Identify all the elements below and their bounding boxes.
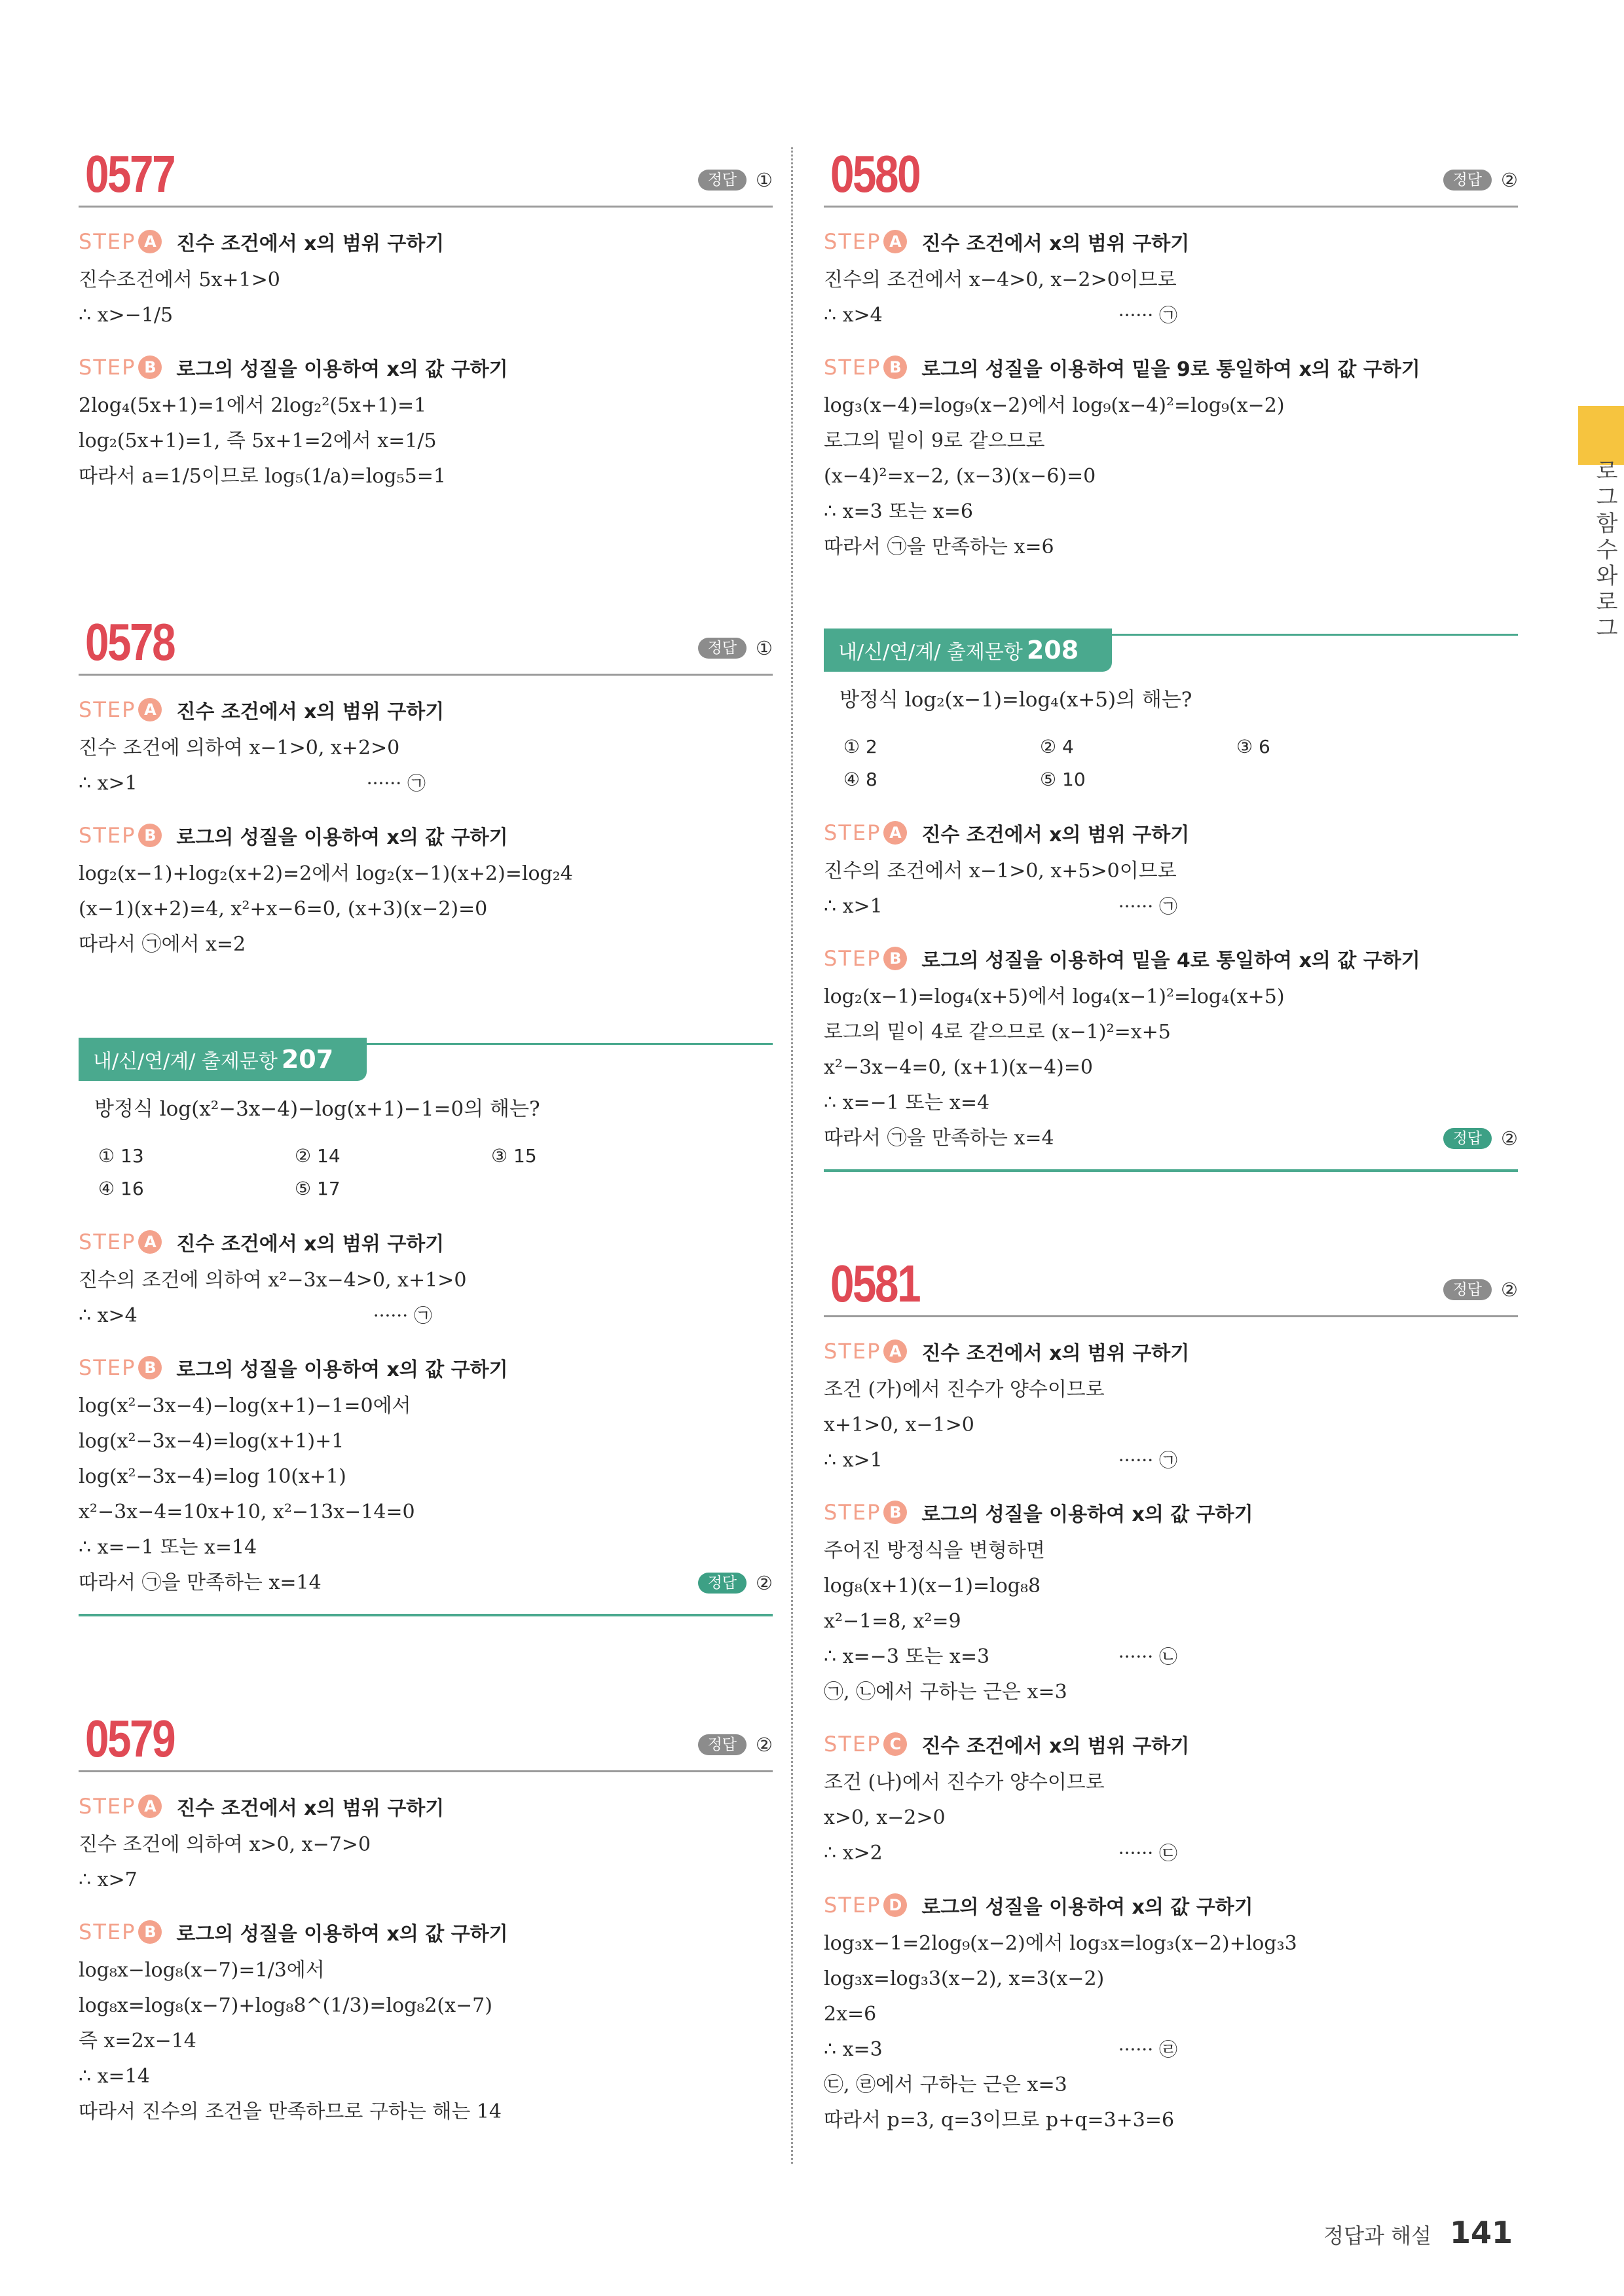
linked-label: 내/신/연/계/ 출제문항 [838, 641, 1023, 664]
solution-line: log₃x−1=2log₉(x−2)에서 log₃x=log₃(x−2)+log₃3 [824, 1932, 1297, 1955]
answer-box [1443, 169, 1518, 191]
step-letter: A [138, 1230, 162, 1254]
linked-question-208 [824, 629, 1518, 1172]
choice-1: ① 2 [843, 736, 877, 757]
step-letter: B [138, 1920, 162, 1944]
footer-label: 정답과 해설 [1323, 2223, 1431, 2248]
step-word: STEP [824, 820, 881, 845]
linked-header [79, 1038, 773, 1081]
solution-line: ∴ x>7 [79, 1868, 138, 1891]
solution-line: 진수 조건에 의하여 x−1>0, x+2>0 [79, 737, 400, 759]
step-word: STEP [824, 1732, 881, 1757]
solution-line: x²−3x−4=10x+10, x²−13x−14=0 [79, 1501, 415, 1523]
answer-box [698, 1565, 773, 1601]
linked-label-box [824, 629, 1112, 672]
solution-line: 따라서 ㉠에서 x=2 [79, 933, 246, 956]
step-letter: C [883, 1732, 907, 1756]
problem-0577 [79, 144, 773, 494]
problem-0580 [824, 144, 1518, 565]
line-text: ∴ x=3 [824, 2038, 883, 2061]
equation-ref: ······ ㉢ [1118, 1842, 1177, 1864]
solution-line: log(x²−3x−4)=log 10(x+1) [79, 1465, 346, 1488]
step-letter: A [138, 230, 162, 253]
answer-box [1443, 1279, 1518, 1301]
linked-header [824, 629, 1518, 672]
step-word: STEP [79, 229, 136, 254]
solution-line [79, 766, 445, 801]
step-letter: B [883, 947, 907, 970]
linked-question-207 [79, 1038, 773, 1616]
solution-line [824, 1836, 1197, 1871]
linked-question-text: 방정식 log₂(x−1)=log₄(x+5)의 해는? [840, 688, 1192, 712]
choice-4: ④ 16 [98, 1178, 144, 1199]
answer-badge: 정답 [698, 1573, 747, 1594]
solution-line: ∴ x=−1 또는 x=14 [79, 1536, 257, 1559]
choice-2: ② 4 [1040, 736, 1074, 757]
solution-line: log₂(5x+1)=1, 즉 5x+1=2에서 x=1/5 [79, 429, 437, 452]
solution-line: log₃(x−4)=log₉(x−2)에서 log₉(x−4)²=log₉(x−2) [824, 394, 1285, 417]
step-title: 진수 조건에서 x의 범위 구하기 [176, 1233, 445, 1256]
answer-box [698, 1734, 773, 1756]
solution-line: 조건 (가)에서 진수가 양수이므로 [824, 1378, 1105, 1401]
step-title: 진수 조건에서 x의 범위 구하기 [921, 824, 1190, 847]
problem-number: 0581 [830, 1254, 920, 1313]
solution-line: 로그의 밑이 9로 같으므로 [824, 429, 1045, 452]
solution-line: 진수의 조건에서 x−4>0, x−2>0이므로 [824, 268, 1177, 291]
step-word: STEP [79, 823, 136, 848]
column-divider [791, 147, 793, 2164]
equation-ref: ······ ㉠ [1118, 896, 1177, 917]
step-b [79, 821, 773, 850]
solution-line: 진수 조건에 의하여 x>0, x−7>0 [79, 1833, 371, 1856]
step-letter: D [883, 1893, 907, 1917]
solution-line: 따라서 a=1/5이므로 log₅(1/a)=log₅5=1 [79, 465, 446, 488]
step-word: STEP [824, 1500, 881, 1525]
problem-number: 0579 [85, 1709, 175, 1768]
solution-line: x>0, x−2>0 [824, 1806, 946, 1829]
linked-rule [367, 1043, 773, 1045]
step-title: 로그의 성질을 이용하여 밑을 9로 통일하여 x의 값 구하기 [921, 358, 1420, 381]
solution-line: 로그의 밑이 4로 같으므로 (x−1)²=x+5 [824, 1021, 1171, 1044]
solution-line: x+1>0, x−1>0 [824, 1413, 974, 1436]
step-b [79, 1918, 773, 1946]
solution-line: 진수조건에서 5x+1>0 [79, 268, 280, 291]
step-a [79, 227, 773, 256]
step-d [824, 1891, 1518, 1920]
answer-badge: 정답 [1443, 1128, 1492, 1149]
step-title: 로그의 성질을 이용하여 x의 값 구하기 [176, 1358, 508, 1381]
step-word: STEP [79, 1920, 136, 1944]
step-a [79, 1228, 773, 1256]
page-number: 141 [1449, 2215, 1513, 2250]
solution-line: log(x²−3x−4)=log(x+1)+1 [79, 1430, 344, 1453]
page-footer [1323, 2215, 1513, 2250]
answer-value: ② [1501, 1279, 1518, 1301]
equation-ref: ······ ㉡ [1118, 1646, 1177, 1667]
step-word: STEP [824, 355, 881, 380]
line-text: ∴ x>1 [79, 772, 138, 795]
answer-value: ② [756, 1734, 773, 1756]
step-letter: B [883, 355, 907, 379]
step-title: 로그의 성질을 이용하여 x의 값 구하기 [921, 1503, 1253, 1526]
step-title: 진수 조건에서 x의 범위 구하기 [921, 1735, 1190, 1758]
answer-badge: 정답 [1443, 1279, 1492, 1300]
step-letter: B [138, 355, 162, 379]
step-title: 로그의 성질을 이용하여 x의 값 구하기 [176, 826, 508, 849]
answer-box [698, 637, 773, 659]
line-text: ∴ x>1 [824, 1449, 883, 1472]
step-title: 진수 조건에서 x의 범위 구하기 [921, 232, 1190, 255]
linked-label: 내/신/연/계/ 출제문항 [93, 1050, 278, 1073]
chapter-side-text: 로 그 함 수 와 로 그 [1596, 458, 1618, 642]
step-a [824, 818, 1518, 847]
solution-line [79, 1565, 773, 1601]
step-word: STEP [824, 1339, 881, 1364]
step-title: 로그의 성질을 이용하여 밑을 4로 통일하여 x의 값 구하기 [921, 949, 1420, 972]
solution-line: log₃x=log₃3(x−2), x=3(x−2) [824, 1967, 1105, 1990]
step-word: STEP [79, 697, 136, 722]
problem-number: 0578 [85, 613, 175, 671]
solution-line: ∴ x=3 또는 x=6 [824, 500, 973, 523]
linked-label-box [79, 1038, 367, 1081]
step-title: 로그의 성질을 이용하여 x의 값 구하기 [921, 1896, 1253, 1919]
equation-ref: ······ ㉠ [373, 1305, 432, 1326]
line-text: 따라서 ㉠을 만족하는 x=14 [79, 1571, 322, 1594]
step-letter: B [138, 824, 162, 847]
solution-line: x²−3x−4=0, (x+1)(x−4)=0 [824, 1056, 1093, 1079]
choice-3: ③ 6 [1236, 736, 1270, 757]
solution-line: ㉢, ㉣에서 구하는 근은 x=3 [824, 2073, 1067, 2096]
answer-box [1443, 1121, 1518, 1156]
solution-line: (x−1)(x+2)=4, x²+x−6=0, (x+3)(x−2)=0 [79, 898, 488, 920]
step-title: 진수 조건에서 x의 범위 구하기 [176, 1797, 445, 1820]
line-text: ∴ x>2 [824, 1842, 883, 1865]
step-b [824, 353, 1518, 382]
solution-line [824, 1443, 1197, 1478]
step-title: 진수 조건에서 x의 범위 구하기 [176, 701, 445, 723]
solution-line: log(x²−3x−4)−log(x+1)−1=0에서 [79, 1394, 411, 1417]
problem-0581 [824, 1254, 1518, 2138]
step-word: STEP [824, 1893, 881, 1918]
step-a [824, 1337, 1518, 1366]
solution-line: 2x=6 [824, 2003, 877, 2026]
solution-line: log₈x−log₈(x−7)=1/3에서 [79, 1959, 325, 1982]
step-letter: B [138, 1356, 162, 1379]
equation-ref: ······ ㉣ [1118, 2039, 1177, 2060]
solution-line: ㉠, ㉡에서 구하는 근은 x=3 [824, 1681, 1067, 1704]
step-letter: A [138, 1795, 162, 1818]
line-text: ∴ x>1 [824, 895, 883, 918]
solution-line: 즉 x=2x−14 [79, 2030, 196, 2052]
choice-1: ① 13 [98, 1145, 144, 1167]
step-b [824, 1498, 1518, 1527]
equation-ref: ······ ㉠ [366, 773, 426, 794]
linked-number: 207 [281, 1045, 334, 1074]
problem-number: 0577 [85, 145, 175, 203]
answer-badge: 정답 [698, 170, 747, 191]
step-a [79, 695, 773, 724]
choice-5: ⑤ 17 [295, 1178, 341, 1199]
solution-line: 주어진 방정식을 변형하면 [824, 1539, 1045, 1562]
solution-line: log₂(x−1)=log₄(x+5)에서 log₄(x−1)²=log₄(x+5) [824, 985, 1285, 1008]
solution-line [824, 1121, 1518, 1156]
linked-number: 208 [1026, 636, 1079, 665]
answer-value: ② [756, 1572, 773, 1594]
step-word: STEP [79, 355, 136, 380]
line-text: ∴ x>4 [79, 1304, 138, 1327]
solution-line: (x−4)²=x−2, (x−3)(x−6)=0 [824, 465, 1096, 488]
choice-4: ④ 8 [843, 769, 877, 790]
solution-line: 진수의 조건에 의하여 x²−3x−4>0, x+1>0 [79, 1269, 467, 1292]
problem-0578 [79, 612, 773, 962]
problem-header [79, 612, 773, 676]
step-letter: B [883, 1501, 907, 1524]
step-letter: A [883, 230, 907, 253]
answer-value: ① [756, 637, 773, 659]
step-title: 로그의 성질을 이용하여 x의 값 구하기 [176, 1923, 508, 1946]
equation-ref: ······ ㉠ [1118, 304, 1177, 326]
line-text: 따라서 ㉠을 만족하는 x=4 [824, 1127, 1054, 1150]
step-b [79, 1353, 773, 1382]
solution-line [824, 2032, 1197, 2068]
solution-line [824, 889, 1197, 924]
step-a [824, 227, 1518, 256]
step-word: STEP [79, 1355, 136, 1380]
step-letter: A [883, 821, 907, 845]
solution-line: 따라서 진수의 조건을 만족하므로 구하는 해는 14 [79, 2100, 502, 2123]
choice-list [98, 1140, 773, 1205]
problem-number: 0580 [830, 145, 920, 203]
step-word: STEP [79, 1230, 136, 1254]
step-letter: A [138, 698, 162, 721]
problem-header [824, 1254, 1518, 1317]
step-b [824, 944, 1518, 973]
equation-ref: ······ ㉠ [1118, 1449, 1177, 1471]
answer-badge: 정답 [698, 638, 747, 659]
answer-badge: 정답 [698, 1734, 747, 1755]
choice-3: ③ 15 [491, 1145, 537, 1167]
choice-2: ② 14 [295, 1145, 341, 1167]
problem-header [79, 1709, 773, 1772]
line-text: ∴ x=−3 또는 x=3 [824, 1645, 990, 1668]
step-letter: A [883, 1339, 907, 1363]
chapter-tab [1578, 406, 1624, 465]
answer-value: ② [1501, 169, 1518, 191]
step-c [824, 1730, 1518, 1758]
linked-question-text: 방정식 log(x²−3x−4)−log(x+1)−1=0의 해는? [94, 1097, 540, 1121]
solution-line: x²−1=8, x²=9 [824, 1610, 961, 1633]
choice-5: ⑤ 10 [1040, 769, 1086, 790]
solution-line: 따라서 p=3, q=3이므로 p+q=3+3=6 [824, 2109, 1175, 2132]
answer-box [698, 169, 773, 191]
solution-line: 진수의 조건에서 x−1>0, x+5>0이므로 [824, 860, 1177, 883]
solution-line: ∴ x=14 [79, 2065, 150, 2088]
solution-line: log₈x=log₈(x−7)+log₈8^(1/3)=log₈2(x−7) [79, 1994, 492, 2017]
choice-list [843, 731, 1518, 796]
step-word: STEP [824, 229, 881, 254]
solution-line: ∴ x>−1/5 [79, 304, 174, 327]
answer-value: ① [756, 169, 773, 191]
linked-rule [1112, 634, 1518, 636]
step-title: 진수 조건에서 x의 범위 구하기 [921, 1342, 1190, 1365]
problem-header [824, 144, 1518, 208]
problem-header [79, 144, 773, 208]
step-title: 로그의 성질을 이용하여 x의 값 구하기 [176, 358, 508, 381]
solution-line: log₈(x+1)(x−1)=log₈8 [824, 1575, 1041, 1597]
line-text: ∴ x>4 [824, 304, 883, 327]
problem-0579 [79, 1709, 773, 2130]
solution-line: log₂(x−1)+log₂(x+2)=2에서 log₂(x−1)(x+2)=log₂4 [79, 862, 573, 885]
solution-line [824, 298, 1197, 333]
answer-badge: 정답 [1443, 170, 1492, 191]
solution-line: 따라서 ㉠을 만족하는 x=6 [824, 536, 1054, 558]
step-a [79, 1792, 773, 1821]
step-b [79, 353, 773, 382]
step-word: STEP [79, 1794, 136, 1819]
solution-line [824, 1639, 1197, 1675]
solution-line: 조건 (나)에서 진수가 양수이므로 [824, 1771, 1105, 1794]
step-title: 진수 조건에서 x의 범위 구하기 [176, 232, 445, 255]
answer-value: ② [1501, 1127, 1518, 1150]
solution-line [79, 1298, 452, 1334]
solution-line: 2log₄(5x+1)=1에서 2log₂²(5x+1)=1 [79, 394, 427, 417]
solution-line: ∴ x=−1 또는 x=4 [824, 1091, 990, 1114]
step-word: STEP [824, 946, 881, 971]
